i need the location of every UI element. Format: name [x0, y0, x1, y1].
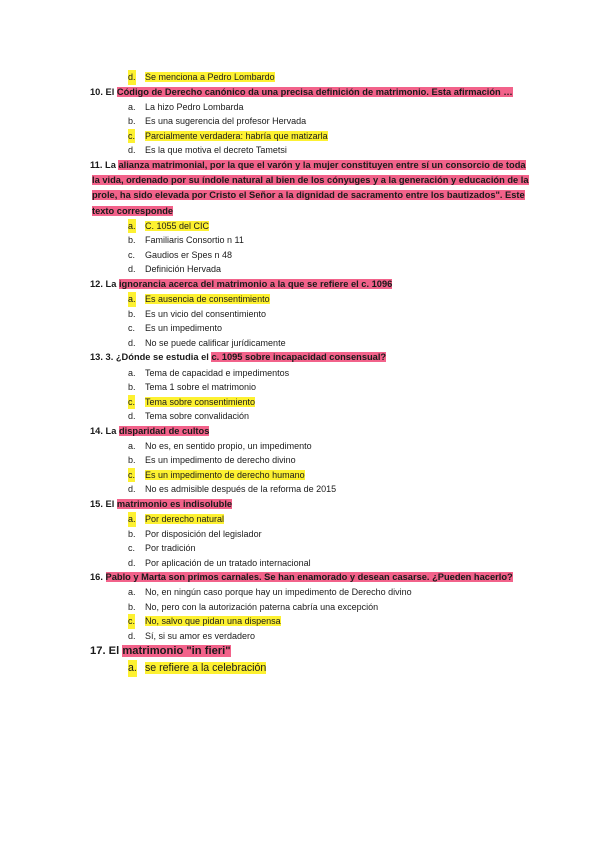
answer-option [0, 439, 600, 454]
option-text: Por disposición del legislador [145, 528, 262, 539]
option-text: Por aplicación de un tratado internacional [145, 557, 311, 568]
question-highlight: ignorancia acerca del matrimonio a la que se refiere el c. 1096 [118, 278, 393, 289]
question-block-q15 [0, 497, 600, 570]
answer-option [0, 395, 600, 410]
option-text: Es una sugerencia del profesor Hervada [145, 116, 307, 127]
question-prefix: El [108, 645, 123, 658]
option-text: Por tradición [145, 543, 196, 554]
answer-option [0, 292, 600, 307]
answer-option [0, 114, 600, 129]
question-prefix: El [105, 498, 117, 509]
answer-option [0, 70, 600, 85]
option-text: No, pero con la autorización paterna cabría una excepción [145, 601, 379, 612]
option-letter: a. [128, 512, 136, 527]
answer-option [0, 556, 600, 571]
question-block-q16 [0, 570, 600, 643]
options-list [0, 100, 600, 158]
option-letter: d. [128, 411, 136, 422]
question-highlight: c. 1095 sobre incapacidad consensual? [211, 352, 387, 363]
option-text: La hizo Pedro Lombarda [145, 101, 244, 112]
answer-option [0, 143, 600, 158]
option-text: No es admisible después de la reforma de 2015 [145, 484, 337, 495]
option-text: Gaudios er Spes n 48 [145, 249, 233, 260]
answer-option [0, 336, 600, 351]
answer-option [0, 307, 600, 322]
question-highlight: alianza matrimonial, por la que el varón y la mujer constituyen entre sí un consorcio de toda la vida, ordenado por su índole natural al bien de los cónyuges y a la generación y educación de la prole, ha sido elevada por Cristo el Señor a la dignidad de sacramento entre los bautizados". Este texto corresponde [92, 159, 529, 216]
question-block-q10 [0, 85, 600, 158]
answer-option [0, 585, 600, 600]
option-letter: c. [128, 395, 135, 410]
option-text: No se puede calificar jurídicamente [145, 337, 286, 348]
question-text [92, 277, 532, 292]
option-letter: d. [128, 264, 136, 275]
option-text: Tema sobre consentimiento [145, 396, 256, 407]
question-text [92, 350, 532, 365]
answer-option [0, 380, 600, 395]
option-letter: a. [128, 587, 136, 598]
answer-option [0, 321, 600, 336]
answer-option [0, 453, 600, 468]
question-block-q9-tail [0, 70, 600, 85]
question-text [92, 497, 532, 512]
answer-option [0, 219, 600, 234]
question-block-q12 [0, 277, 600, 350]
answer-option [0, 541, 600, 556]
option-letter: b. [128, 601, 136, 612]
option-letter: c. [128, 249, 136, 260]
question-prefix: La [105, 425, 119, 436]
option-letter: b. [128, 528, 136, 539]
answer-option [0, 600, 600, 615]
option-text: Tema de capacidad e impedimentos [145, 367, 290, 378]
option-text: Tema 1 sobre el matrimonio [145, 382, 257, 393]
options-list [0, 512, 600, 570]
document-page [0, 70, 600, 677]
option-letter: c. [128, 468, 135, 483]
option-letter: d. [128, 145, 136, 156]
question-prefix: 3. ¿Dónde se estudia el [105, 352, 212, 363]
option-text: Tema sobre convalidación [145, 411, 250, 422]
options-list [0, 219, 600, 277]
option-text: Por derecho natural [145, 514, 225, 525]
option-text: Es un impedimento de derecho humano [145, 469, 305, 480]
options-list [0, 366, 600, 424]
answer-option [0, 100, 600, 115]
option-letter: d. [128, 557, 136, 568]
question-number: 16. [90, 572, 103, 583]
question-number: 15. [90, 498, 103, 509]
option-letter: b. [128, 455, 136, 466]
option-text: Familiaris Consortio n 11 [145, 235, 244, 246]
question-block-q14 [0, 424, 600, 497]
option-letter: c. [128, 129, 135, 144]
option-letter: a. [128, 367, 136, 378]
option-text: No, en ningún caso porque hay un impedimento de Derecho divino [145, 587, 412, 598]
question-number: 14. [90, 425, 103, 436]
answer-option [0, 409, 600, 424]
option-letter: a. [128, 101, 136, 112]
option-text: Se menciona a Pedro Lombardo [145, 72, 275, 82]
answer-option [0, 233, 600, 248]
option-letter: c. [128, 323, 136, 334]
question-block-q13 [0, 350, 600, 423]
option-letter: b. [128, 308, 136, 319]
option-text: C. 1055 del CIC [145, 220, 210, 231]
question-highlight: Pablo y Marta son primos carnales. Se han enamorado y desean casarse. ¿Pueden hacerlo? [105, 572, 513, 583]
option-text: Sí, si su amor es verdadero [145, 630, 256, 641]
answer-option [0, 512, 600, 527]
question-number: 17. [90, 645, 106, 658]
question-highlight: matrimonio "in fieri" [122, 645, 231, 658]
question-highlight: matrimonio es indisoluble [116, 498, 233, 509]
answer-option [0, 248, 600, 263]
option-letter: d. [128, 337, 136, 348]
answer-option [0, 614, 600, 629]
option-text: Definición Hervada [145, 264, 222, 275]
option-letter: c. [128, 543, 136, 554]
option-text: Es un impedimento [145, 323, 223, 334]
option-text: Parcialmente verdadera: habría que matizarla [145, 130, 328, 141]
question-number: 11. [90, 159, 103, 170]
question-prefix: El [105, 86, 117, 97]
option-text: se refiere a la celebración [145, 662, 267, 675]
answer-option [0, 527, 600, 542]
question-prefix: La [105, 159, 119, 170]
answer-option [0, 629, 600, 644]
question-text [92, 424, 532, 439]
option-letter: b. [128, 235, 136, 246]
options-list [0, 439, 600, 497]
options-list [0, 585, 600, 643]
answer-option [0, 482, 600, 497]
question-highlight: Código de Derecho canónico da una precisa definición de matrimonio. Esta afirmación … [116, 86, 513, 97]
question-block-q17 [0, 643, 600, 677]
question-highlight: disparidad de cultos [118, 425, 210, 436]
option-letter: d. [128, 70, 136, 85]
question-number: 13. [90, 352, 103, 363]
option-letter: b. [128, 382, 136, 393]
option-text: Es ausencia de consentimiento [145, 294, 270, 305]
question-number: 10. [90, 86, 103, 97]
option-text: Es un impedimento de derecho divino [145, 455, 296, 466]
option-letter: d. [128, 630, 136, 641]
question-block-q11 [0, 158, 600, 277]
answer-option [0, 129, 600, 144]
question-number: 12. [90, 278, 103, 289]
option-text: Es un vicio del consentimiento [145, 308, 267, 319]
option-letter: b. [128, 116, 136, 127]
option-letter: c. [128, 614, 135, 629]
options-list [0, 660, 600, 677]
option-letter: d. [128, 484, 136, 495]
answer-option [0, 366, 600, 381]
question-text [92, 643, 532, 660]
option-letter: a. [128, 292, 136, 307]
option-letter: a. [128, 660, 137, 677]
question-prefix: La [105, 278, 119, 289]
option-text: Es la que motiva el decreto Tametsi [145, 145, 287, 156]
option-text: No, salvo que pidan una dispensa [145, 616, 281, 627]
option-text: No es, en sentido propio, un impedimento [145, 440, 312, 451]
question-text [92, 570, 532, 585]
options-list [0, 70, 600, 85]
question-text [92, 158, 532, 219]
option-letter: a. [128, 440, 136, 451]
option-letter: a. [128, 219, 136, 234]
options-list [0, 292, 600, 350]
answer-option [0, 468, 600, 483]
answer-option [0, 660, 600, 677]
answer-option [0, 262, 600, 277]
question-text [92, 85, 532, 100]
